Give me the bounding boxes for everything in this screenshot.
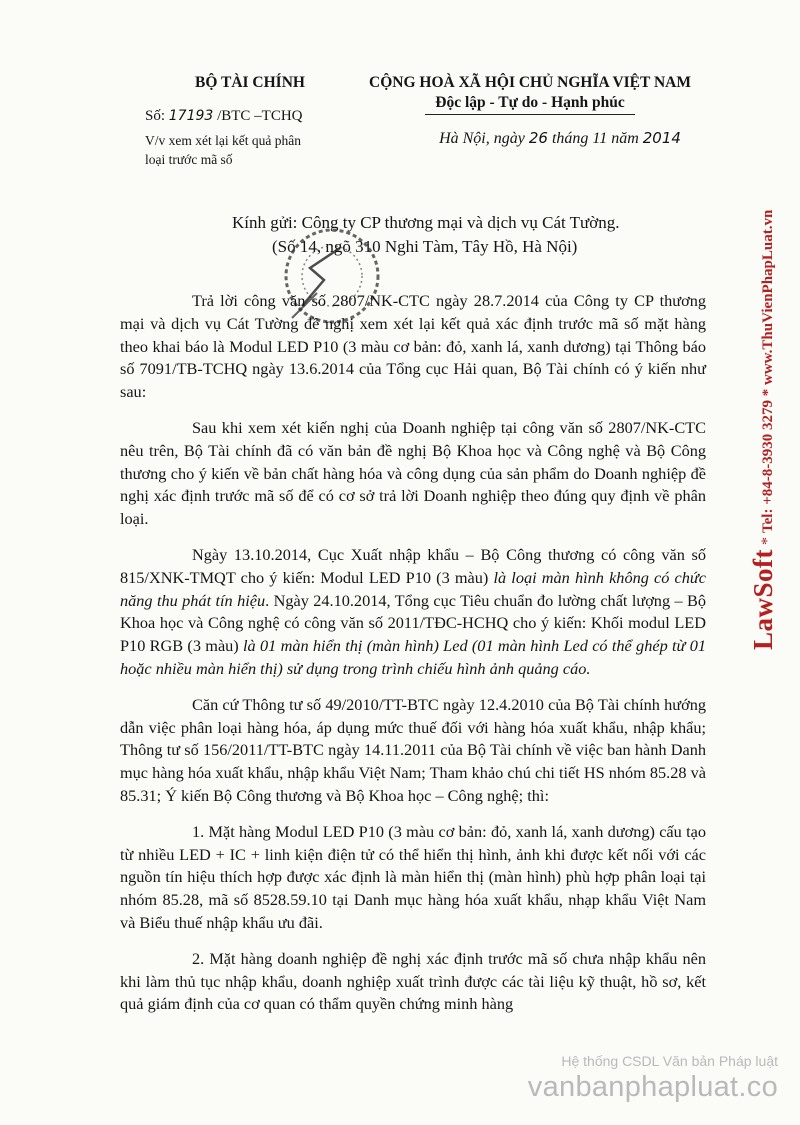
recipient-line: Kính gửi: Công ty CP thương mại và dịch vụ Cát Tường. xyxy=(232,213,620,232)
star-icon: * xyxy=(759,532,776,545)
document-date: Hà Nội, ngày 26 tháng 11 năm 2014 xyxy=(439,129,681,147)
footer-system: Hệ thống CSDL Văn bản Pháp luật xyxy=(561,1053,778,1069)
paragraph: Sau khi xem xét kiến nghị của Doanh nghiệp tại công văn số 2807/NK-CTC nêu trên, Bộ Tài chính đã có văn bản đề nghị Bộ Khoa học và Công nghệ và Bộ Công thương cho ý kiến về bản chất hàng hóa và công dụng của sản phẩm do Doanh nghiệp đề nghị xác định trước mã số để có cơ sở trả lời Doanh nghiệp theo đúng quy định về phân loại. xyxy=(120,417,706,529)
handwritten-number: 17193 xyxy=(168,108,214,124)
issuer-block xyxy=(140,74,370,169)
footer-site-link[interactable]: vanbanphapluat.co xyxy=(527,1071,778,1103)
paragraph: Căn cứ Thông tư số 49/2010/TT-BTC ngày 12.4.2010 của Bộ Tài chính hướng dẫn việc phân loại hàng hóa, áp dụng mức thuế đối với hàng hóa xuất khẩu, nhập khẩu; Thông tư số 156/2011/TT-BTC ngày 14.11.2011 của Bộ Tài chính về việc ban hành Danh mục hàng hóa xuất khẩu, nhập khẩu Việt Nam; Tham khảo chú chi tiết HS nhóm 85.28 và 85.31; Ý kiến Bộ Công thương và Bộ Khoa học – Công nghệ; thì: xyxy=(120,694,706,805)
recipient-block xyxy=(232,211,672,259)
lawsoft-watermark xyxy=(728,120,778,660)
paragraph: 2. Mặt hàng doanh nghiệp đề nghị xác định trước mã số chưa nhập khẩu nên khi làm thủ tục nhập khẩu, doanh nghiệp xuất trình được các tài liệu kỹ thuật, hồ sơ, kết quả giám định của cơ quan có thẩm quyền chứng minh hàng xyxy=(120,948,706,1014)
watermark-brand: LawSoft xyxy=(748,548,778,650)
paragraph: 1. Mặt hàng Modul LED P10 (3 màu cơ bản: đỏ, xanh lá, xanh dương) cấu tạo từ nhiều LED + IC + linh kiện điện tử có thể hiển thị hình, ảnh khi được kết nối với các nguồn tín hiệu thích hợp được xác định là màn hiển thị (màn hình) phù hợp phân loại tại nhóm 85.28, mã số 8528.59.10 tại Danh mục hàng hóa xuất khẩu, nhạp khẩu Việt Nam và Biểu thuế nhập khẩu ưu đãi. xyxy=(120,821,706,932)
document-number: Số: 17193 /BTC –TCHQ xyxy=(145,108,303,124)
paragraph: Trả lời công văn số 2807/NK-CTC ngày 28.7.2014 của Công ty CP thương mại và dịch vụ Cát Tường đề nghị xem xét lại kết quả xác định trước mã số mặt hàng theo khai báo là Modul LED P10 (3 màu cơ bản: đỏ, xanh lá, xanh dương) tại Thông báo số 7091/TB-TCHQ ngày 13.6.2014 của Tổng cục Hải quan, Bộ Tài chính có ý kiến như sau: xyxy=(120,291,706,402)
motto-underline xyxy=(425,114,635,115)
ministry-name: BỘ TÀI CHÍNH xyxy=(195,74,305,91)
paragraph: Ngày 13.10.2014, Cục Xuất nhập khẩu – Bộ Công thương có công văn số 815/XNK-TMQT cho ý kiến: Modul LED P10 (3 màu) là loại màn hình không có chức năng thu phát tín hiệu. Ngày 24.10.2014, Tổng cục Tiêu chuẩn đo lường chất lượng – Bộ Khoa học và Công nghệ có công văn số 2011/TĐC-HCHQ cho ý kiến: Khối modul LED P10 RGB (3 màu) là 01 màn hiển thị (màn hình) Led (01 màn hình Led có thể ghép từ 01 hoặc nhiều màn hiển thị) sử dụng trong trình chiếu hình ảnh quảng cáo. xyxy=(120,544,707,678)
national-motto: Độc lập - Tự do - Hạnh phúc xyxy=(435,94,625,111)
country-name: CỘNG HOÀ XÃ HỘI CHỦ NGHĨA VIỆT NAM xyxy=(369,74,691,91)
recipient-address: (Số 14, ngõ 310 Nghi Tàm, Tây Hồ, Hà Nội) xyxy=(272,237,578,256)
footer-watermark xyxy=(528,1053,778,1104)
watermark-contact: Tel: +84-8-3930 3279 * www.ThuVienPhapLuat.vn xyxy=(760,209,776,533)
national-header xyxy=(355,74,705,148)
document-body xyxy=(120,290,706,1016)
document-subject: V/v xem xét lại kết quả phân loại trước mã số xyxy=(145,133,301,167)
